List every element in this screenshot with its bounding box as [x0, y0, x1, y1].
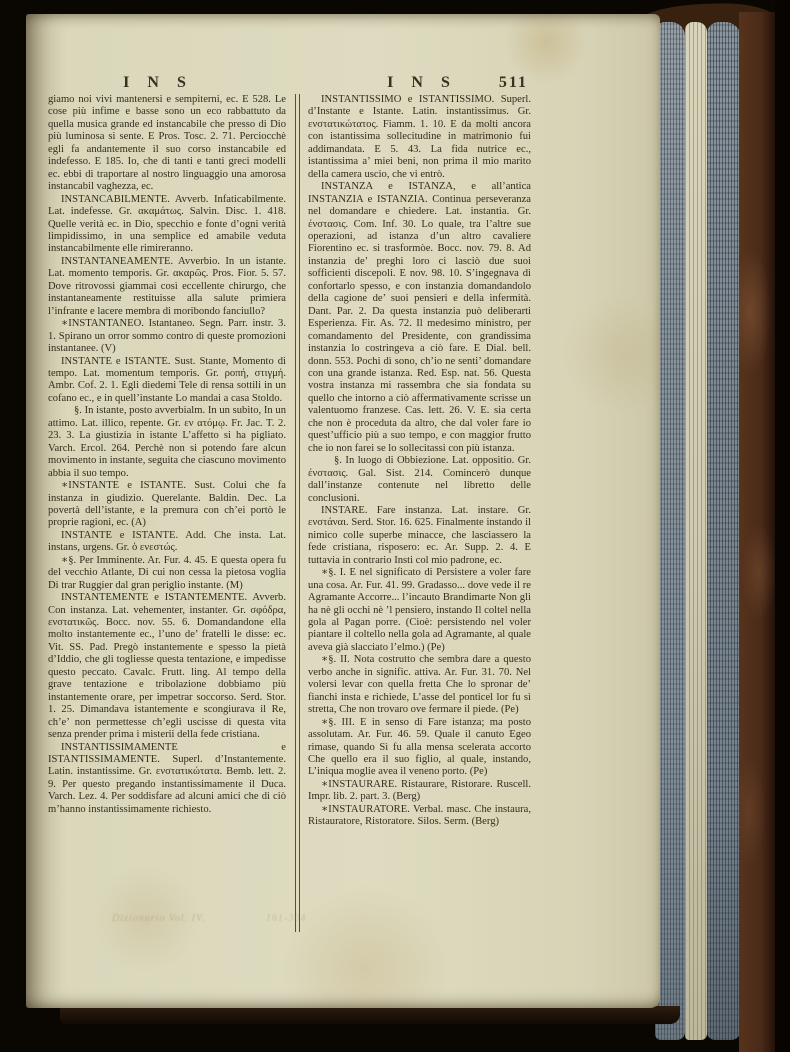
dictionary-paragraph: ∗§. I. E nel significato di Persistere a voler fare una cosa. Ar. Fur. 41. 99. Gradasso... dove vede il re Agramante Accorre... l’incauto Brandimarte Non gli ha nè gli occhi nè ’l pensiero, instando Il coltel nella gola al Pagan porre. (Cioè: persistendo nel voler piantare il coltello nella gola ad Agramante, al quale aveva già slacciato l’elmo.) (Pe)	[308, 567, 531, 653]
dictionary-paragraph: INSTANTISSIMAMENTE e ISTANTISSIMAMENTE. Superl. d’Instantemente. Latin. instantissime. Gr. ενστατικώτατα. Bemb. lett. 2. 9. Per questo pregando instantissimamente il Duca. Varch. Lez. 4. Per soddisfare ad alcuni amici che di ciò m’hanno instantissimamente richiesto.	[48, 741, 286, 815]
dictionary-paragraph: ∗§. III. E in senso di Fare istanza; ma posto assolutam. Ar. Fur. 46. 59. Quale il canuto Egeo rimase, quando Sì fu alla mensa scelerata accorto Che quello era il suo figlio, al quale, instando, L’iniqua moglie avea il veneno porto. (Pe)	[308, 716, 531, 778]
dictionary-paragraph: §. In luogo di Obbiezione. Lat. oppositio. Gr. ένστασις. Gal. Sist. 214. Comincerò dunque dall’instanze contenute nel libretto delle conclusioni.	[308, 455, 531, 504]
running-header	[26, 74, 660, 96]
dictionary-paragraph: ∗§. II. Nota costrutto che sembra dare a questo verbo anche in signific. attiva. Ar. Fur. 31. 70. Nel volersi levar con quella fretta Che lo spronar de’ fianchi insta e richiede, L’asse del ponticel lor fu sì stretta, Che non trovaro ove fermare il piede. (Pe)	[308, 654, 531, 716]
dictionary-paragraph: INSTARE. Fare instanza. Lat. instare. Gr. ενστάναι. Serd. Stor. 16. 625. Finalmente instando il nimico colle superbe minacce, che lasciassero la fede cristiana, risposero: ec. Ar. Supp. 2. 4. E tuttavia in contrario Insti col mio padrone, ec.	[308, 504, 531, 566]
dictionary-paragraph: INSTANTE e ISTANTE. Add. Che insta. Lat. instans, urgens. Gr. ὁ ενεστώς.	[48, 529, 286, 554]
fore-edge-speckled-band-2	[707, 22, 741, 1040]
leather-cover	[739, 12, 779, 1052]
dictionary-paragraph: giamo noi vivi mantenersi e sempiterni, ec. E 528. Le cose più infime e basse sono un eco rabbattuto da quella musica grande ed instancabile che presso di Dio più luminosa si sente. E Pros. Tosc. 2. 71. Perciocchè egli fa andantemente il suo corso instancabile ed indefesso. E 185. Io, che di tanti e tanti greci modelli ec. ebbi di traportare al nostro linguaggio una amorosa instancabil vaghezza, ec.	[48, 94, 286, 193]
dictionary-paragraph: ∗§. Per Imminente. Ar. Fur. 4. 45. E questa opera fu del vecchio Atlante, Di cui non cessa la pietosa voglia Di trar Ruggier dal gran periglio instante. (M)	[48, 554, 286, 591]
dictionary-paragraph: INSTANTISSIMO e ISTANTISSIMO. Superl. d’Instante e Istante. Latin. instantissimus. Gr. ενστατικώτατος. Fiamm. 1. 10. E da molti ancora con istantissima sollecitudine in matrimonio fui addimandata. E 5. 43. La fida nutrice ec., istantissima a’ miei beni, non prima il mio marito della camera uscio, che vi entrò.	[308, 94, 531, 180]
cover-edge-shadow	[775, 0, 790, 1052]
book-bottom-edge	[60, 1006, 680, 1024]
page-number: 511	[498, 74, 528, 91]
dictionary-paragraph: §. In istante, posto avverbialm. In un subito, In un attimo. Lat. illico, repente. Gr. εν ατόμῳ. Fr. Jac. T. 2. 23. 3. La giustizia in istante L’affetto si ha pigliato. Varch. Ercol. 264. Perchè non si potendo fare alcun movimento in instante, seguita che ciascuno movimento abbia il suo tempo.	[48, 405, 286, 479]
dictionary-paragraph: ∗INSTAURARE. Ristaurare, Ristorare. Ruscell. Impr. lib. 2. part. 3. (Berg)	[308, 778, 531, 803]
fore-edge-page-band	[685, 22, 707, 1040]
dictionary-paragraph: ∗INSTANTE e ISTANTE. Sust. Colui che fa instanza in giudizio. Querelante. Baldin. Dec. La povertà dell’istante, e la premura con ch’ei portò le proprie ragioni, ec. (A)	[48, 480, 286, 529]
dictionary-paragraph: ∗INSTANTANEO. Istantaneo. Segn. Parr. instr. 3. 1. Spirano un orror sommo contro di queste promozioni instantanee. (V)	[48, 318, 286, 355]
dictionary-paragraph: INSTANZA e ISTANZA, e all’antica INSTANZIA e ISTANZIA. Continua perseveranza nel domandare e chiedere. Lat. instantia. Gr. ένστασις. Com. Inf. 30. Lo quale, tra l’altre sue operazioni, ad istanza d’un altro cavaliere Fiorentino ec. si trasformòe. Bocc. nov. 79. 8. Ad instanzia de’ preghi loro ci lasciò due suoi sofficienti discepoli. E nov. 98. 10. S’ingegnava di confortarlo spesso, e con instanzia domandandolo della cagione de’ suoi pensieri e della infermità. Dant. Par. 2. Da questa instanzia può deliberarti Esperienza. Fir. As. 72. Il medesimo ministro, per comandamento del Presidente, con grandissima instanzia lo costringeva a ciò fare. E Dial. bell. donn. 553. Pochi dì sono, ch’io ne senti’ domandare con una grande istanza. Red. Esp. nat. 56. Questa vostra instanza mi rassembra che sia fondata su quello che intorno a ciò affermativamente scrisse un valentuomo franzese. Cas. lett. 26. V. E. sia certa che non è proceduta da altro, che dal voler fare io quest’ufficio più a suo tempo, e con maggior frutto che io non farei se lo sollecitassi con più istanza.	[308, 181, 531, 454]
dictionary-paragraph: INSTANCABILMENTE. Avverb. Infaticabilmente. Lat. indefesse. Gr. ακαμάτως. Salvin. Disc. 1. 418. Quelle verità ec. in Dio, specchio e fonte d’ogni verità limpidissimo, in una semplice ed amabile veduta instancabilmente elle rimireranno.	[48, 193, 286, 255]
column-divider-rule	[295, 94, 300, 932]
running-title-left: I N S	[123, 74, 193, 91]
dictionary-paragraph: INSTANTEMENTE e ISTANTEMENTE. Avverb. Con instanza. Lat. vehementer, instanter. Gr. σφόδρα, ενστατικῶς. Bocc. nov. 55. 6. Domandandone ella molto instantemente ec., l’uno de’ fratelli le disse: ec. Vit. SS. Pad. Pregò instantemente e spesso la pietà d’Iddio, che gli togliesse questa tentazione, e impedisse questo peccato. Cavalc. Frutt. ling. Al tempo della grave tentazione e tribolazione dobbiamo più instantemente orare, per impetrar soccorso. Serd. Stor. 1. 25. Dimandava istantemente e scongiurava il Re, ch’e’ non permettesse ch’egli uscisse di questa vita senza prender prima i misterii della fede cristiana.	[48, 592, 286, 741]
dictionary-paragraph: INSTANTANEAMENTE. Avverbio. In un istante. Lat. momento temporis. Gr. ακαρῶς. Pros. Fior. 5. 57. Dove ritrovossi giammai così eccellente chirurgo, che instantaneamente restituisse alla salute primiera l’infrante e lacere membra di moribondo fanciullo?	[48, 255, 286, 317]
ink-bleed-through-mid: 161-304	[266, 913, 307, 924]
dictionary-page	[26, 14, 660, 1008]
dictionary-paragraph: INSTANTE e ISTANTE. Sust. Stante, Momento di tempo. Lat. momentum temporis. Gr. ροπή, στιγμή. Ambr. Cof. 2. 1. Egli diedemi Tele di rensa sottili in un cofano ec., e in quell’instante Lo mandai a casa Stoldo.	[48, 355, 286, 404]
dictionary-paragraph: ∗INSTAURATORE. Verbal. masc. Che instaura, Ristauratore, Ristoratore. Silos. Serm. (Berg)	[308, 803, 531, 828]
running-title-right: I N S	[387, 74, 457, 91]
right-text-column	[308, 94, 531, 964]
ink-bleed-through-left: Dizionario Vol. IV.	[112, 913, 206, 924]
left-text-column	[48, 94, 286, 988]
